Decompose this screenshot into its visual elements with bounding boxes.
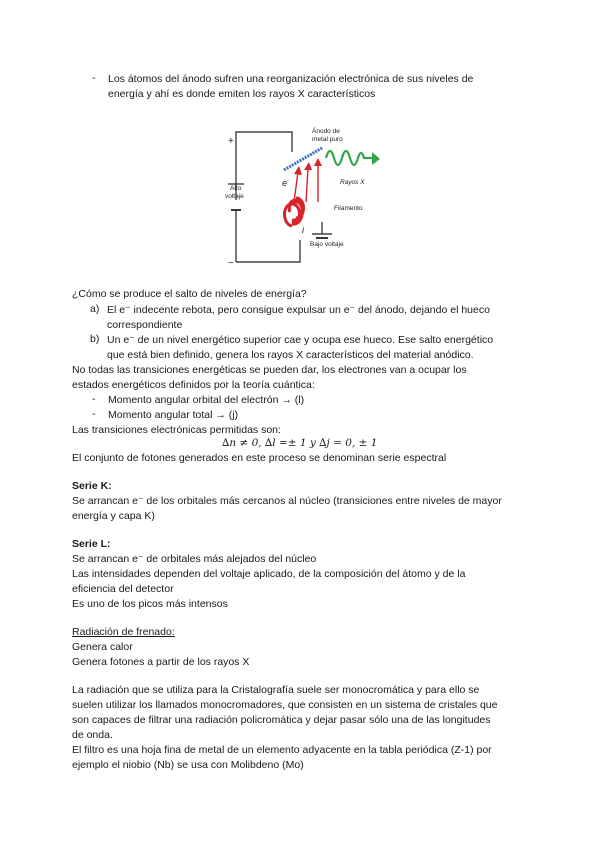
filament-coil [285, 198, 304, 226]
question-text: ¿Cómo se produce el salto de niveles de energía? [72, 288, 307, 300]
serie-k-title: Serie K: [72, 480, 112, 492]
xray-tube-diagram [222, 122, 392, 270]
crystal-line-6: ejemplo el niobio (Nb) se usa con Molibdeno (Mo) [72, 759, 304, 771]
serie-l-line-1: Se arrancan e⁻ de orbitales más alejados del núcleo [72, 553, 317, 565]
serie-l-line-4: Es uno de los picos más intensos [72, 598, 228, 610]
selection-rules-equation: ∆n ≠ 0, ∆l =± 1 y ∆j = 0, ± 1 [222, 437, 378, 449]
minus-sign: − [228, 258, 234, 269]
frenado-line-1: Genera calor [72, 641, 133, 653]
step-b-line-1: Un e⁻ de un nivel energético superior cae y ocupa ese hueco. Ese salto energético [107, 334, 494, 346]
high-voltage-label-2: voltaje [225, 193, 244, 200]
anode-label-2: metal puro [312, 136, 343, 143]
xray-arrowhead [372, 152, 380, 165]
step-b-line-2: que está bien definido, genera los rayos X característicos del material anódico. [107, 349, 474, 361]
transition-item-2-dash: - [92, 408, 96, 420]
transition-item-1-dash: - [92, 393, 96, 405]
electron-arrowhead-1 [294, 166, 302, 175]
transition-item-1: Momento angular orbital del electrón → (l) [108, 394, 305, 406]
transitions-line-1: No todas las transiciones energéticas se pueden dar, los electrones van a ocupar los [72, 364, 467, 376]
transition-item-2: Momento angular total → (j) [108, 409, 239, 421]
step-a-line-2: correspondiente [107, 319, 183, 331]
step-a-marker: a) [90, 303, 100, 315]
frenado-line-2: Genera fotones a partir de los rayos X [72, 656, 250, 668]
frenado-title: Radiación de frenado: [72, 626, 175, 638]
step-b-marker: b) [90, 333, 100, 345]
spectral-series-text: El conjunto de fotones generados en este proceso se denominan serie espectral [72, 452, 447, 464]
intro-bullet: - [92, 72, 96, 84]
electron-label [282, 178, 289, 188]
plus-sign: + [228, 136, 234, 147]
serie-l-line-3: eficiencia del detector [72, 583, 174, 595]
electron-arrowhead-3 [314, 158, 322, 166]
electron-arrow-2 [306, 168, 308, 202]
step-a-line-1: El e⁻ indecente rebota, pero consigue expulsar un e⁻ del ánodo, dejando el hueco [107, 304, 490, 316]
electron-label-sup: - [287, 178, 290, 184]
crystal-line-3: son capaces de filtrar una radiación policromática y dejar pasar sólo una de las longitudes [72, 714, 491, 726]
intro-line-2: energía y ahí es donde emiten los rayos X característicos [108, 88, 376, 100]
electron-label-letter: e [282, 178, 288, 188]
serie-k-line-1: Se arrancan e⁻ de los orbitales más cercanos al núcleo (transiciones entre niveles de mayor [72, 495, 502, 507]
crystal-line-4: de onda. [72, 729, 113, 741]
intro-line-1: Los átomos del ánodo sufren una reorganización electrónica de sus niveles de [108, 73, 474, 85]
transitions-line-2: estados energéticos definidos por la teoría cuántica: [72, 379, 315, 391]
xray-wave [326, 151, 372, 165]
low-voltage-label: Bajo voltaje [310, 241, 344, 248]
crystal-line-5: El filtro es una hoja fina de metal de un elemento adyacente en la tabla periódica (Z-1) por [72, 744, 492, 756]
electron-arrowhead-2 [304, 162, 312, 170]
allowed-transitions: Las transiciones electrónicas permitidas son: [72, 424, 281, 436]
serie-k-line-2: energía y capa K) [72, 510, 155, 522]
high-voltage-label-1: Alto [230, 185, 242, 192]
crystal-line-2: suelen utilizar los llamados monocromadores, que consisten en un sistema de cristales que [72, 699, 498, 711]
serie-l-title: Serie L: [72, 538, 111, 550]
circuit-bottom-wire [236, 240, 300, 262]
filament-label: Filamento [334, 205, 363, 212]
anode-label-1: Ánodo de [312, 128, 340, 135]
circuit-top-wire [236, 132, 292, 184]
current-label: i [302, 225, 304, 235]
anode-plate [284, 148, 322, 170]
serie-l-line-2: Las intensidades dependen del voltaje aplicado, de la composición del átomo y de la [72, 568, 466, 580]
crystal-line-1: La radiación que se utiliza para la Cristalografía suele ser monocromática y para ello se [72, 684, 480, 696]
xray-label: Rayos X [340, 179, 365, 186]
